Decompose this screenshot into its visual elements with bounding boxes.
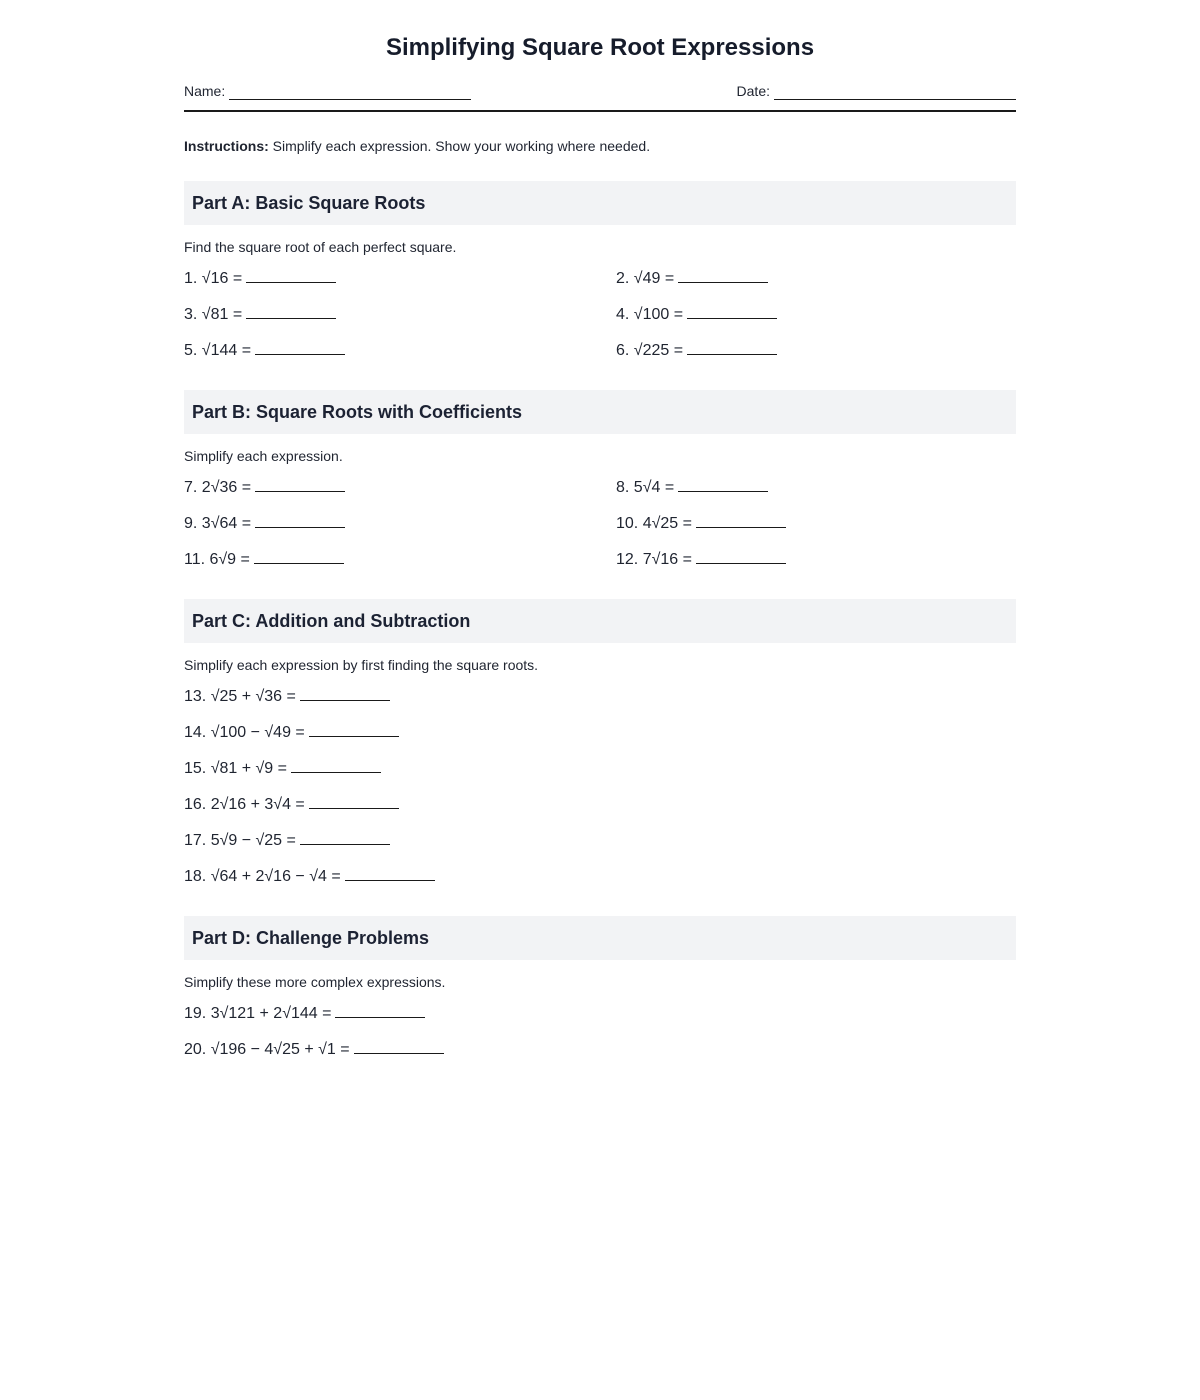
instructions (184, 138, 1016, 155)
problem-text: 9. 3√64 = (184, 515, 252, 532)
answer-blank[interactable] (354, 1038, 444, 1054)
problem-13 (184, 680, 1016, 716)
problem-text: 17. 5√9 − √25 = (184, 832, 296, 849)
problem-10 (616, 507, 1016, 543)
answer-blank[interactable] (687, 339, 777, 355)
answer-blank[interactable] (696, 512, 786, 528)
problem-15 (184, 752, 1016, 788)
answer-blank[interactable] (309, 793, 399, 809)
part-a-section (184, 181, 1016, 370)
answer-blank[interactable] (254, 548, 344, 564)
problem-text: 7. 2√36 = (184, 479, 252, 496)
part-d-problems (184, 997, 1016, 1069)
problem-text: 6. √225 = (616, 342, 684, 359)
page-title: Simplifying Square Root Expressions (385, 34, 815, 61)
problem-19 (184, 997, 1016, 1033)
answer-blank[interactable] (678, 267, 768, 283)
problem-18 (184, 860, 1016, 896)
part-c-intro: Simplify each expression by first finding the square roots. (184, 657, 539, 673)
part-d-intro: Simplify these more complex expressions. (184, 974, 446, 990)
answer-blank[interactable] (255, 339, 345, 355)
answer-blank[interactable] (678, 476, 768, 492)
problem-7 (184, 471, 616, 507)
problem-text: 4. √100 = (616, 306, 684, 323)
problem-text: 5. √144 = (184, 342, 252, 359)
part-d-section (184, 916, 1016, 1069)
problem-3 (184, 298, 616, 334)
answer-blank[interactable] (335, 1002, 425, 1018)
part-d-heading: Part D: Challenge Problems (184, 916, 1016, 960)
date-field (737, 83, 1016, 100)
student-info-row (184, 83, 1016, 112)
problem-14 (184, 716, 1016, 752)
instructions-text: Simplify each expression. Show your working where needed. (268, 138, 651, 154)
part-b-section (184, 390, 1016, 579)
problem-text: 2. √49 = (616, 270, 675, 287)
problem-text: 18. √64 + 2√16 − √4 = (184, 868, 341, 885)
answer-blank[interactable] (255, 512, 345, 528)
problem-12 (616, 543, 1016, 579)
part-b-heading: Part B: Square Roots with Coefficients (184, 390, 1016, 434)
part-b-problems (184, 471, 1016, 579)
problem-text: 19. 3√121 + 2√144 = (184, 1005, 332, 1022)
answer-blank[interactable] (255, 476, 345, 492)
part-c-heading: Part C: Addition and Subtraction (184, 599, 1016, 643)
problem-text: 3. √81 = (184, 306, 243, 323)
worksheet-page (184, 0, 1016, 1069)
answer-blank[interactable] (345, 865, 435, 881)
part-a-intro: Find the square root of each perfect square. (184, 239, 457, 255)
problem-text: 8. 5√4 = (616, 479, 675, 496)
problem-16 (184, 788, 1016, 824)
date-label: Date: (736, 83, 770, 99)
problem-8 (616, 471, 1016, 507)
problem-text: 10. 4√25 = (616, 515, 692, 532)
problem-text: 16. 2√16 + 3√4 = (184, 796, 305, 813)
problem-text: 1. √16 = (184, 270, 243, 287)
problem-6 (616, 334, 1016, 370)
date-blank[interactable] (774, 84, 1016, 100)
problem-text: 14. √100 − √49 = (184, 724, 305, 741)
name-blank[interactable] (229, 84, 471, 100)
problem-text: 12. 7√16 = (616, 551, 692, 568)
answer-blank[interactable] (291, 757, 381, 773)
part-b-intro: Simplify each expression. (184, 448, 343, 464)
problem-11 (184, 543, 616, 579)
answer-blank[interactable] (309, 721, 399, 737)
part-c-section (184, 599, 1016, 896)
name-label: Name: (184, 83, 226, 99)
problem-text: 13. √25 + √36 = (184, 688, 296, 705)
answer-blank[interactable] (300, 829, 390, 845)
problem-2 (616, 262, 1016, 298)
part-c-problems (184, 680, 1016, 896)
instructions-label: Instructions: (184, 138, 269, 154)
answer-blank[interactable] (300, 685, 390, 701)
part-a-problems (184, 262, 1016, 370)
problem-20 (184, 1033, 1016, 1069)
part-a-heading: Part A: Basic Square Roots (184, 181, 1016, 225)
answer-blank[interactable] (246, 267, 336, 283)
problem-text: 15. √81 + √9 = (184, 760, 287, 777)
name-field (184, 83, 471, 100)
answer-blank[interactable] (687, 303, 777, 319)
problem-9 (184, 507, 616, 543)
problem-17 (184, 824, 1016, 860)
answer-blank[interactable] (246, 303, 336, 319)
problem-text: 11. 6√9 = (184, 551, 250, 568)
problem-5 (184, 334, 616, 370)
problem-4 (616, 298, 1016, 334)
answer-blank[interactable] (696, 548, 786, 564)
problem-1 (184, 262, 616, 298)
problem-text: 20. √196 − 4√25 + √1 = (184, 1041, 350, 1058)
